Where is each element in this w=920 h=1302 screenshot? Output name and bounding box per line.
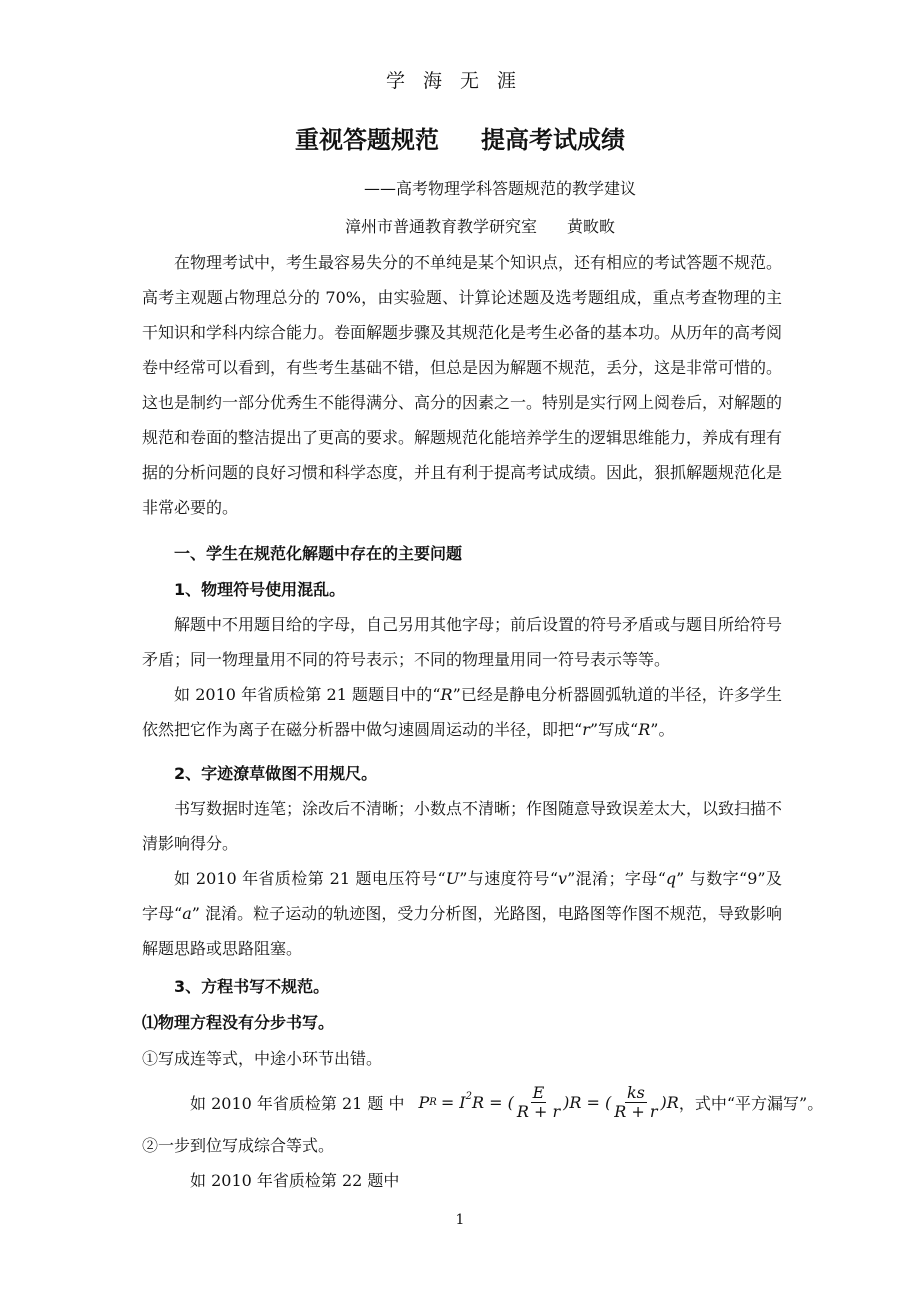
text-segment: ”写成“ <box>589 720 639 739</box>
document-subtitle: ——高考物理学科答题规范的教学建议 <box>363 179 636 198</box>
symbol-r: r <box>582 720 590 739</box>
item-3-sub-1b: ②一步到位写成综合等式。 <box>142 1136 335 1155</box>
text-segment: 如 2010 年省质检第 21 题电压符号“ <box>174 869 446 888</box>
item-3-example-2: 如 2010 年省质检第 22 题中 <box>190 1171 400 1190</box>
author-name: 黄畋畋 <box>567 217 616 236</box>
item-2-heading: 2、字迹潦草做图不用规尺。 <box>174 764 378 783</box>
document-title <box>0 120 920 155</box>
author-line <box>0 214 920 237</box>
subscript-R: R <box>429 1096 437 1108</box>
item-2-example <box>142 861 782 966</box>
symbol-R: R <box>638 720 651 739</box>
section-heading-1: 一、学生在规范化解题中存在的主要问题 <box>174 544 463 563</box>
symbol-P: P <box>418 1092 430 1112</box>
formula-segment: = I <box>440 1092 466 1112</box>
item-3-sub-1: ⑴物理方程没有分步书写。 <box>142 1013 335 1032</box>
text-segment: ”混淆；字母“ <box>567 869 666 888</box>
formula-segment: R = ( <box>472 1092 514 1112</box>
numerator: E <box>532 1082 545 1102</box>
symbol-R: R <box>440 685 453 704</box>
page-number: 1 <box>455 1212 465 1228</box>
numerator: ks <box>626 1082 645 1102</box>
text-segment: 如 2010 年省质检第 21 题题目中的“ <box>174 685 441 704</box>
formula-segment: )R <box>660 1092 679 1112</box>
intro-paragraph: 在物理考试中，考生最容易失分的不单纯是某个知识点，还有相应的考试答题不规范。高考主观题占物理总分的 70%，由实验题、计算论述题及选考题组成，重点考查物理的主干知识和学科内综合能力。卷面解题步骤及其规范化是考生必备的基本功。从历年的高考阅卷中经常可以看到，有些考生基础不错，但总是因为解题不规范，丢分，这是非常可惜的。这也是制约一部分优秀生不能得满分、高分的因素之一。特别是实行网上阅卷后，对解题的规范和卷面的整洁提出了更高的要求。解题规范化能培养学生的逻辑思维能力，养成有理有据的分析问题的良好习惯和科学态度，并且有利于提高考试成绩。因此，狠抓解题规范化是非常必要的。 <box>142 253 783 517</box>
power-formula <box>419 1084 679 1121</box>
item-3-heading: 3、方程书写不规范。 <box>174 977 330 996</box>
denominator: R + r <box>516 1101 561 1121</box>
item-1-description: 解题中不用题目给的字母，自己另用其他字母；前后设置的符号矛盾或与题目所给符号矛盾；同一物理量用不同的符号表示；不同的物理量用同一符号表示等等。 <box>142 615 783 669</box>
fraction-ks-over-r <box>612 1084 659 1121</box>
fraction-e-over-r <box>515 1084 562 1121</box>
symbol-v: v <box>558 869 568 888</box>
item-1-heading: 1、物理符号使用混乱。 <box>174 580 346 599</box>
formula-example-line <box>190 1080 823 1124</box>
text-segment: ” 与数字“9”及字母“ <box>142 869 782 923</box>
item-2-description: 书写数据时连笔；涂改后不清晰；小数点不清晰；作图随意导致误差太大，以致扫描不清影响得分。 <box>142 799 783 853</box>
author-org: 漳州市普通教育教学研究室 <box>344 217 537 236</box>
text-segment: ” 混淆。粒子运动的轨迹图，受力分析图，光路图，电路图等作图不规范，导致影响解题思路或思路阻塞。 <box>142 904 782 958</box>
text-segment: 如 2010 年省质检第 21 题 中 <box>190 1093 405 1113</box>
item-3-sub-1a: ①写成连等式，中途小环节出错。 <box>142 1049 383 1068</box>
title-part-1: 重视答题规范 <box>295 126 439 154</box>
symbol-a: a <box>182 904 192 923</box>
text-segment: ”已经是静电分析器圆弧轨道的半径，许多学生依然把它作为离子在磁分析器中做匀速圆周运动的半径，即把“ <box>142 685 782 739</box>
text-segment: ，式中“平方漏写”。 <box>678 1093 824 1113</box>
item-1-example <box>142 677 782 747</box>
title-part-2: 提高考试成绩 <box>481 126 625 154</box>
formula-segment: )R = ( <box>563 1092 612 1112</box>
text-segment: ”。 <box>650 720 675 739</box>
symbol-U: U <box>445 869 460 888</box>
text-segment: ”与速度符号“ <box>459 869 559 888</box>
symbol-q: q <box>665 869 677 888</box>
superscript-2: 2 <box>465 1090 472 1102</box>
denominator: R + r <box>614 1101 658 1121</box>
page-header: 学海无涯 <box>385 70 534 92</box>
